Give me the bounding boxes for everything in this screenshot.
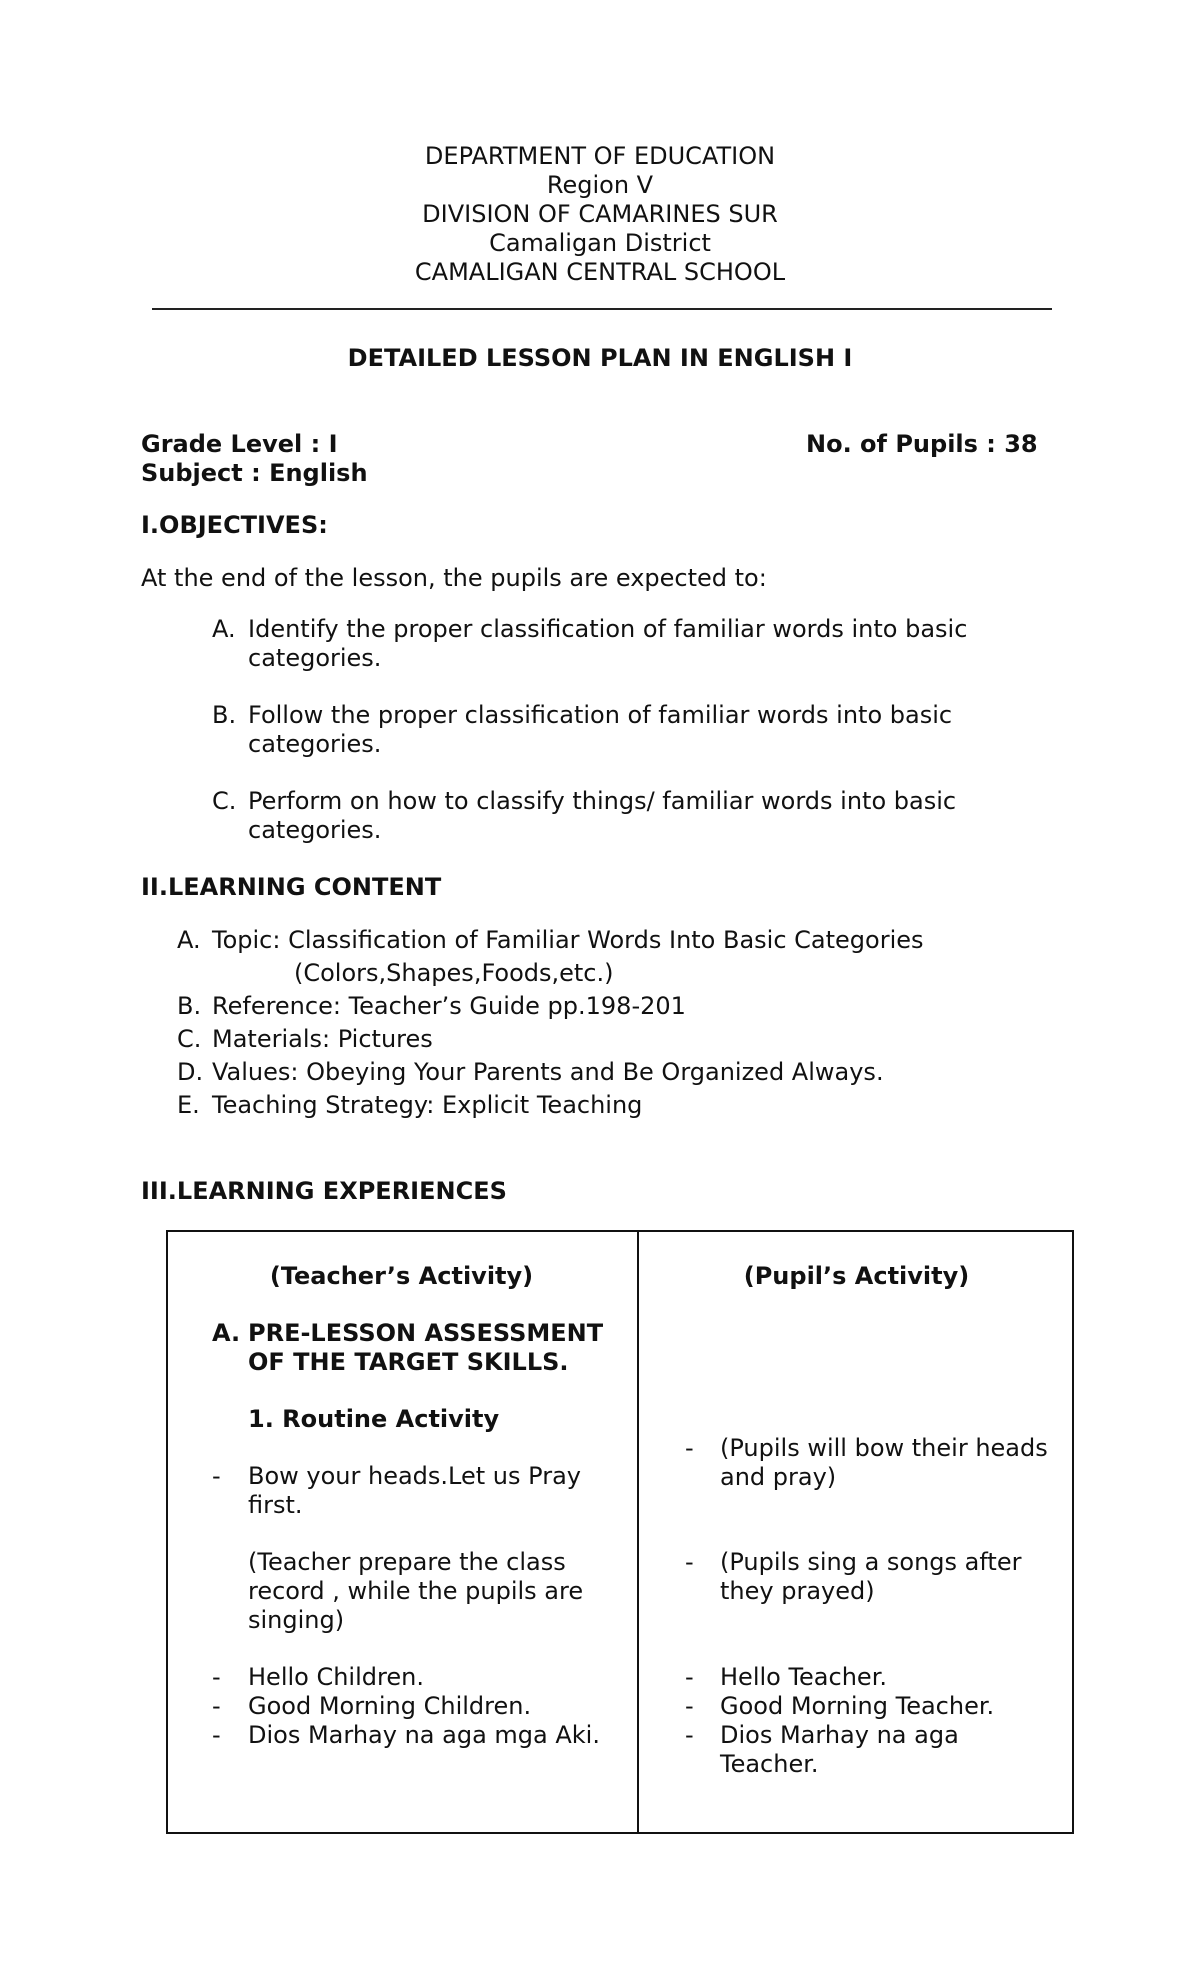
dash-bullet: - (685, 1692, 694, 1720)
section-marker: A. (212, 1319, 241, 1347)
dash-bullet: - (212, 1663, 221, 1691)
content-topic-cont: (Colors,Shapes,Foods,etc.) (294, 959, 614, 987)
department-line: DEPARTMENT OF EDUCATION (424, 142, 776, 170)
pupil-greeting-cont: Teacher. (720, 1750, 819, 1778)
content-values: Values: Obeying Your Parents and Be Organized Always. (212, 1058, 884, 1086)
region-line: Region V (546, 171, 654, 199)
objective-marker: A. (212, 615, 236, 643)
routine-activity-heading: 1. Routine Activity (248, 1405, 500, 1433)
objective-marker: C. (212, 787, 237, 815)
school-line: CAMALIGAN CENTRAL SCHOOL (414, 258, 786, 286)
content-marker: B. (177, 992, 202, 1020)
objectives-heading: I.OBJECTIVES: (141, 511, 328, 539)
content-materials: Materials: Pictures (212, 1025, 433, 1053)
content-strategy: Teaching Strategy: Explicit Teaching (212, 1091, 643, 1119)
learning-experiences-heading: III.LEARNING EXPERIENCES (141, 1177, 507, 1205)
learning-content-heading: II.LEARNING CONTENT (141, 873, 442, 901)
pupil-pray: (Pupils will bow their heads (720, 1434, 1048, 1462)
dash-bullet: - (212, 1721, 221, 1749)
objective-text-cont: categories. (248, 730, 382, 758)
pupil-pray-cont: and pray) (720, 1463, 837, 1491)
page-title: DETAILED LESSON PLAN IN ENGLISH I (347, 344, 853, 372)
content-reference: Reference: Teacher’s Guide pp.198-201 (212, 992, 686, 1020)
objective-text-cont: categories. (248, 816, 382, 844)
activity-table-divider (637, 1230, 639, 1834)
teacher-note: (Teacher prepare the class (248, 1548, 566, 1576)
teacher-greeting: Good Morning Children. (248, 1692, 532, 1720)
pupil-greeting: Dios Marhay na aga (720, 1721, 959, 1749)
district-line: Camaligan District (489, 229, 711, 257)
header-divider (152, 308, 1052, 310)
subject: Subject : English (141, 459, 368, 487)
dash-bullet: - (685, 1721, 694, 1749)
pupil-greeting: Good Morning Teacher. (720, 1692, 995, 1720)
pupil-sing-cont: they prayed) (720, 1577, 875, 1605)
division-line: DIVISION OF CAMARINES SUR (422, 200, 778, 228)
objective-text-cont: categories. (248, 644, 382, 672)
section-title-cont: OF THE TARGET SKILLS. (248, 1348, 569, 1376)
dash-bullet: - (685, 1434, 694, 1462)
content-marker: A. (177, 926, 201, 954)
content-marker: D. (177, 1058, 204, 1086)
content-topic: Topic: Classification of Familiar Words Into Basic Categories (212, 926, 924, 954)
objective-text: Follow the proper classification of familiar words into basic (248, 701, 953, 729)
objective-text: Perform on how to classify things/ familiar words into basic (248, 787, 957, 815)
teacher-pray: Bow your heads.Let us Pray (248, 1462, 581, 1490)
teacher-greeting: Dios Marhay na aga mga Aki. (248, 1721, 600, 1749)
dash-bullet: - (685, 1663, 694, 1691)
content-marker: C. (177, 1025, 202, 1053)
teacher-pray-cont: first. (248, 1491, 303, 1519)
dash-bullet: - (212, 1462, 221, 1490)
teacher-note-cont: singing) (248, 1606, 345, 1634)
pupil-sing: (Pupils sing a songs after (720, 1548, 1022, 1576)
objective-text: Identify the proper classification of familiar words into basic (248, 615, 968, 643)
dash-bullet: - (212, 1692, 221, 1720)
objectives-intro: At the end of the lesson, the pupils are expected to: (141, 564, 767, 592)
objective-marker: B. (212, 701, 237, 729)
pupil-greeting: Hello Teacher. (720, 1663, 887, 1691)
pupil-activity-header: (Pupil’s Activity) (743, 1262, 970, 1290)
teacher-greeting: Hello Children. (248, 1663, 424, 1691)
content-marker: E. (177, 1091, 200, 1119)
dash-bullet: - (685, 1548, 694, 1576)
grade-level: Grade Level : I (141, 430, 338, 458)
number-of-pupils: No. of Pupils : 38 (806, 430, 1038, 458)
section-title: PRE-LESSON ASSESSMENT (248, 1319, 604, 1347)
teacher-note-cont: record , while the pupils are (248, 1577, 584, 1605)
teacher-activity-header: (Teacher’s Activity) (269, 1262, 534, 1290)
